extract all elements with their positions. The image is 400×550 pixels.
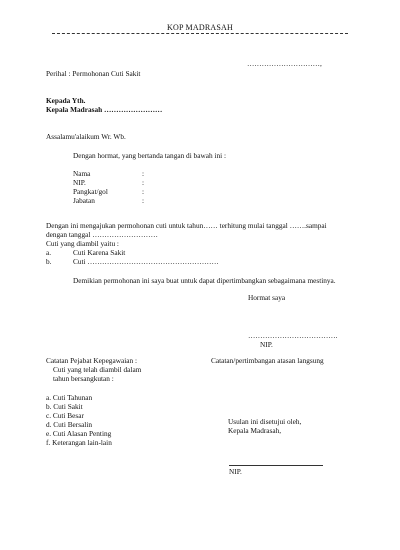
field-label-nama: Nama [73,169,91,178]
list-item: d. Cuti Bersalin [46,420,93,429]
intro-text: Dengan hormat, yang bertanda tangan di bawah ini : [73,151,226,160]
field-colon: : [142,187,145,196]
date-placeholder: …………………………, [247,59,322,68]
approval-nip: NIP. [229,467,242,476]
option-b-marker: b. [46,257,52,266]
catatan-left-title: Catatan Pejabat Kepegawaian : [46,356,137,365]
approval-line-1: Usulan ini disetujui oleh, [228,417,302,426]
field-label-pangkat: Pangkat/gol [73,187,108,196]
field-label-nip: NIP. [73,178,86,187]
addressee-line-2: Kepala Madrasah …………………… [46,105,163,114]
letterhead-title: KOP MADRASAH [167,23,233,32]
addressee-line-1: Kepada Yth. [46,96,86,105]
list-item: a. Cuti Tahunan [46,393,93,402]
signature-line: ………………………………. [248,331,338,340]
field-colon: : [142,196,145,205]
signature-label: Hormat saya [248,293,286,302]
option-a-text: Cuti Karena Sakit [73,248,126,257]
field-colon: : [142,178,145,187]
option-a-marker: a. [46,248,52,257]
field-label-jabatan: Jabatan [73,196,95,205]
approval-signature-line [229,465,323,466]
request-line-2: dengan tanggal ……………………… [46,230,158,239]
field-colon: : [142,169,145,178]
perihal-line: Perihal : Permohonan Cuti Sakit [46,69,141,78]
catatan-left-line-2: tahun bersangkutan : [53,374,114,383]
catatan-right-title: Catatan/pertimbangan atasan langsung [211,356,324,365]
list-item: c. Cuti Besar [46,411,84,420]
signature-nip: NIP. [260,340,273,349]
approval-line-2: Kepala Madrasah, [228,426,282,435]
list-item: f. Keterangan lain-lain [46,438,112,447]
catatan-left-line-1: Cuti yang telah diambil dalam [53,365,142,374]
request-line-1: Dengan ini mengajukan permohonan cuti untuk tahun…… terhitung mulai tanggal …….sampai [46,221,327,230]
closing-text: Demikian permohonan ini saya buat untuk dapat dipertimbangkan sebagaimana mestinya. [73,276,336,285]
greeting: Assalamu'alaikum Wr. Wb. [46,132,126,141]
option-b-text: Cuti ……………………………………………… [73,257,219,266]
letterhead-divider [52,33,348,34]
list-item: e. Cuti Alasan Penting [46,429,112,438]
request-line-3: Cuti yang diambil yaitu : [46,239,119,248]
list-item: b. Cuti Sakit [46,402,83,411]
